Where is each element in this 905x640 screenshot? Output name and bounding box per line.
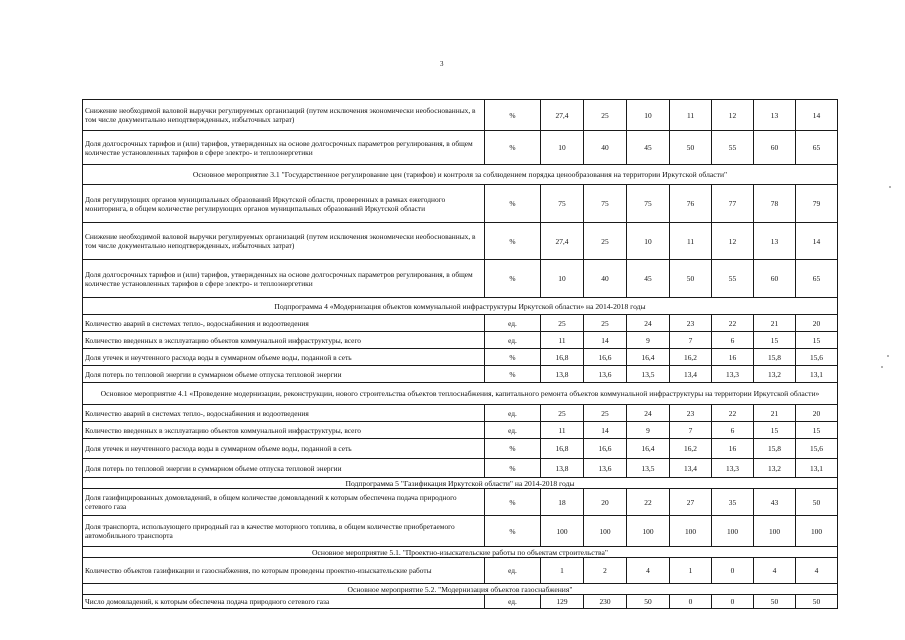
table-row: [83, 185, 838, 223]
value-cell: 24: [627, 405, 670, 422]
value-cell: 15: [796, 422, 838, 439]
value-cell: 13,1: [796, 459, 838, 478]
value-cell: 20: [796, 315, 838, 332]
value-cell: 35: [712, 489, 754, 516]
value-cell: 13: [754, 223, 796, 260]
table-row: [83, 131, 838, 165]
value-cell: 7: [670, 422, 712, 439]
value-cell: 230: [584, 595, 627, 609]
value-cell: 75: [541, 185, 584, 223]
value-cell: 129: [541, 595, 584, 609]
value-cell: 100: [584, 516, 627, 547]
unit-cell: %: [485, 516, 541, 547]
indicator-name: Число домовладений, к которым обеспечена подача природного сетевого газа: [83, 595, 485, 609]
value-cell: 50: [670, 260, 712, 298]
value-cell: 50: [796, 489, 838, 516]
value-cell: 50: [670, 131, 712, 165]
table-row: [83, 439, 838, 459]
value-cell: 11: [670, 223, 712, 260]
unit-cell: ед.: [485, 558, 541, 584]
value-cell: 27: [670, 489, 712, 516]
table-row: [83, 422, 838, 439]
value-cell: 15: [754, 332, 796, 349]
table-row: [83, 516, 838, 547]
value-cell: 13,1: [796, 366, 838, 383]
value-cell: 75: [584, 185, 627, 223]
value-cell: 15,8: [754, 439, 796, 459]
value-cell: 13: [754, 100, 796, 131]
value-cell: 13,4: [670, 366, 712, 383]
value-cell: 50: [796, 595, 838, 609]
unit-cell: %: [485, 100, 541, 131]
value-cell: 15,8: [754, 349, 796, 366]
value-cell: 60: [754, 260, 796, 298]
value-cell: 14: [584, 422, 627, 439]
value-cell: 18: [541, 489, 584, 516]
unit-cell: %: [485, 366, 541, 383]
indicator-name: Доля транспорта, использующего природный газ в качестве моторного топлива, в общем количестве приобретаемого автомобильного транспорта: [83, 516, 485, 547]
scan-speck: [889, 186, 891, 188]
indicator-name: Количество аварий в системах тепло-, водоснабжения и водоотведения: [83, 405, 485, 422]
table-row: [83, 223, 838, 260]
section-row: [83, 383, 838, 405]
value-cell: 22: [712, 315, 754, 332]
table-row: [83, 332, 838, 349]
value-cell: 6: [712, 332, 754, 349]
value-cell: 100: [541, 516, 584, 547]
value-cell: 11: [541, 422, 584, 439]
value-cell: 77: [712, 185, 754, 223]
table-row: [83, 595, 838, 609]
value-cell: 10: [627, 223, 670, 260]
unit-cell: ед.: [485, 405, 541, 422]
indicators-table: [82, 99, 838, 609]
value-cell: 27,4: [541, 223, 584, 260]
unit-cell: ед.: [485, 315, 541, 332]
table-row: [83, 558, 838, 584]
value-cell: 16,2: [670, 439, 712, 459]
value-cell: 13,4: [670, 459, 712, 478]
value-cell: 12: [712, 100, 754, 131]
value-cell: 45: [627, 131, 670, 165]
value-cell: 4: [796, 558, 838, 584]
value-cell: 7: [670, 332, 712, 349]
value-cell: 13,5: [627, 366, 670, 383]
value-cell: 65: [796, 131, 838, 165]
value-cell: 10: [627, 100, 670, 131]
section-title: Подпрограмма 4 «Модернизация объектов коммунальной инфраструктуры Иркутской области» на 2014-2018 годы: [83, 298, 838, 315]
unit-cell: %: [485, 349, 541, 366]
unit-cell: ед.: [485, 595, 541, 609]
value-cell: 13,6: [584, 459, 627, 478]
value-cell: 16,8: [541, 349, 584, 366]
indicator-name: Количество объектов газификации и газоснабжения, по которым проведены проектно-изыскательские работы: [83, 558, 485, 584]
table-row: [83, 366, 838, 383]
value-cell: 16,4: [627, 439, 670, 459]
value-cell: 12: [712, 223, 754, 260]
indicator-name: Доля долгосрочных тарифов и (или) тарифов, утвержденных на основе долгосрочных параметров регулирования, в общем количестве установленных тарифов в сфере электро- и теплоэнергетики: [83, 131, 485, 165]
value-cell: 4: [627, 558, 670, 584]
value-cell: 50: [627, 595, 670, 609]
unit-cell: ед.: [485, 422, 541, 439]
value-cell: 16,2: [670, 349, 712, 366]
table-row: [83, 260, 838, 298]
value-cell: 40: [584, 260, 627, 298]
indicator-name: Снижение необходимой валовой выручки регулируемых организаций (путем исключения экономически необоснованных, в том числе документально неподтвержденных, избыточных затрат): [83, 223, 485, 260]
value-cell: 9: [627, 332, 670, 349]
value-cell: 21: [754, 405, 796, 422]
section-title: Подпрограмма 5 "Газификация Иркутской области" на 2014-2018 годы: [83, 478, 838, 489]
value-cell: 16,6: [584, 439, 627, 459]
section-row: [83, 584, 838, 595]
value-cell: 16: [712, 439, 754, 459]
value-cell: 100: [712, 516, 754, 547]
value-cell: 16,4: [627, 349, 670, 366]
value-cell: 11: [670, 100, 712, 131]
value-cell: 15: [796, 332, 838, 349]
value-cell: 13,5: [627, 459, 670, 478]
value-cell: 50: [754, 595, 796, 609]
indicator-name: Количество введенных в эксплуатацию объектов коммунальной инфраструктуры, всего: [83, 332, 485, 349]
indicator-name: Количество введенных в эксплуатацию объектов коммунальной инфраструктуры, всего: [83, 422, 485, 439]
value-cell: 23: [670, 405, 712, 422]
value-cell: 40: [584, 131, 627, 165]
unit-cell: %: [485, 489, 541, 516]
value-cell: 25: [584, 405, 627, 422]
section-title: Основное мероприятие 3.1 "Государственное регулирование цен (тарифов) и контроля за соблюдением порядка ценообразования на территории Иркутской области": [83, 165, 838, 185]
value-cell: 11: [541, 332, 584, 349]
indicator-name: Доля регулирующих органов муниципальных образований Иркутской области, проверенных в рамках ежегодного мониторинга, в общем количестве регулирующих органов муниципальных образований Иркутской области: [83, 185, 485, 223]
indicator-name: Доля долгосрочных тарифов и (или) тарифов, утвержденных на основе долгосрочных параметров регулирования, в общем количестве установленных тарифов в сфере электро- и теплоэнергетики: [83, 260, 485, 298]
value-cell: 15: [754, 422, 796, 439]
value-cell: 45: [627, 260, 670, 298]
value-cell: 25: [541, 405, 584, 422]
page-number: 3: [440, 60, 444, 68]
table-row: [83, 100, 838, 131]
value-cell: 60: [754, 131, 796, 165]
value-cell: 20: [584, 489, 627, 516]
value-cell: 24: [627, 315, 670, 332]
value-cell: 22: [712, 405, 754, 422]
value-cell: 14: [796, 100, 838, 131]
value-cell: 22: [627, 489, 670, 516]
value-cell: 13,3: [712, 366, 754, 383]
table-row: [83, 315, 838, 332]
value-cell: 10: [541, 131, 584, 165]
value-cell: 2: [584, 558, 627, 584]
value-cell: 76: [670, 185, 712, 223]
value-cell: 25: [584, 223, 627, 260]
value-cell: 13,2: [754, 459, 796, 478]
indicator-name: Снижение необходимой валовой выручки регулируемых организаций (путем исключения экономически необоснованных, в том числе документально неподтвержденных, избыточных затрат): [83, 100, 485, 131]
value-cell: 23: [670, 315, 712, 332]
value-cell: 100: [627, 516, 670, 547]
section-row: [83, 547, 838, 558]
section-row: [83, 165, 838, 185]
value-cell: 16,6: [584, 349, 627, 366]
value-cell: 43: [754, 489, 796, 516]
section-row: [83, 478, 838, 489]
value-cell: 10: [541, 260, 584, 298]
value-cell: 13,6: [584, 366, 627, 383]
unit-cell: %: [485, 185, 541, 223]
unit-cell: %: [485, 223, 541, 260]
value-cell: 25: [584, 315, 627, 332]
value-cell: 21: [754, 315, 796, 332]
value-cell: 55: [712, 131, 754, 165]
value-cell: 15,6: [796, 439, 838, 459]
value-cell: 14: [796, 223, 838, 260]
value-cell: 1: [541, 558, 584, 584]
scan-speck: [881, 366, 883, 368]
section-title: Основное мероприятие 5.2. "Модернизация объектов газоснабжения": [83, 584, 838, 595]
value-cell: 6: [712, 422, 754, 439]
value-cell: 4: [754, 558, 796, 584]
value-cell: 27,4: [541, 100, 584, 131]
section-title: Основное мероприятие 5.1. "Проектно-изыскательские работы по объектам строительства": [83, 547, 838, 558]
value-cell: 25: [584, 100, 627, 131]
value-cell: 16: [712, 349, 754, 366]
unit-cell: %: [485, 131, 541, 165]
value-cell: 16,8: [541, 439, 584, 459]
value-cell: 78: [754, 185, 796, 223]
value-cell: 100: [796, 516, 838, 547]
value-cell: 13,3: [712, 459, 754, 478]
section-row: [83, 298, 838, 315]
indicator-name: Доля потерь по тепловой энергии в суммарном объеме отпуска тепловой энергии: [83, 366, 485, 383]
value-cell: 0: [712, 595, 754, 609]
value-cell: 14: [584, 332, 627, 349]
value-cell: 15,6: [796, 349, 838, 366]
value-cell: 55: [712, 260, 754, 298]
table-row: [83, 459, 838, 478]
value-cell: 65: [796, 260, 838, 298]
table-row: [83, 349, 838, 366]
section-title: Основное мероприятие 4.1 «Проведение модернизации, реконструкции, нового строительства объектов теплоснабжения, капитального ремонта объектов коммунальной инфраструктуры на территории Иркутской области»: [83, 383, 838, 405]
indicator-name: Доля газифицированных домовладений, в общем количестве домовладений к которым обеспечена подача природного сетевого газа: [83, 489, 485, 516]
value-cell: 75: [627, 185, 670, 223]
value-cell: 1: [670, 558, 712, 584]
indicator-name: Доля утечек и неучтенного расхода воды в суммарном объеме воды, поданной в сеть: [83, 439, 485, 459]
table-row: [83, 489, 838, 516]
value-cell: 20: [796, 405, 838, 422]
value-cell: 9: [627, 422, 670, 439]
value-cell: 0: [670, 595, 712, 609]
unit-cell: %: [485, 459, 541, 478]
value-cell: 13,8: [541, 366, 584, 383]
value-cell: 25: [541, 315, 584, 332]
indicator-name: Количество аварий в системах тепло-, водоснабжения и водоотведения: [83, 315, 485, 332]
value-cell: 79: [796, 185, 838, 223]
value-cell: 100: [670, 516, 712, 547]
value-cell: 0: [712, 558, 754, 584]
value-cell: 13,8: [541, 459, 584, 478]
scan-speck: [887, 355, 889, 357]
unit-cell: %: [485, 439, 541, 459]
table-row: [83, 405, 838, 422]
value-cell: 100: [754, 516, 796, 547]
indicator-name: Доля потерь по тепловой энергии в суммарном объеме отпуска тепловой энергии: [83, 459, 485, 478]
unit-cell: %: [485, 260, 541, 298]
unit-cell: ед.: [485, 332, 541, 349]
value-cell: 13,2: [754, 366, 796, 383]
indicator-name: Доля утечек и неучтенного расхода воды в суммарном объеме воды, поданной в сеть: [83, 349, 485, 366]
